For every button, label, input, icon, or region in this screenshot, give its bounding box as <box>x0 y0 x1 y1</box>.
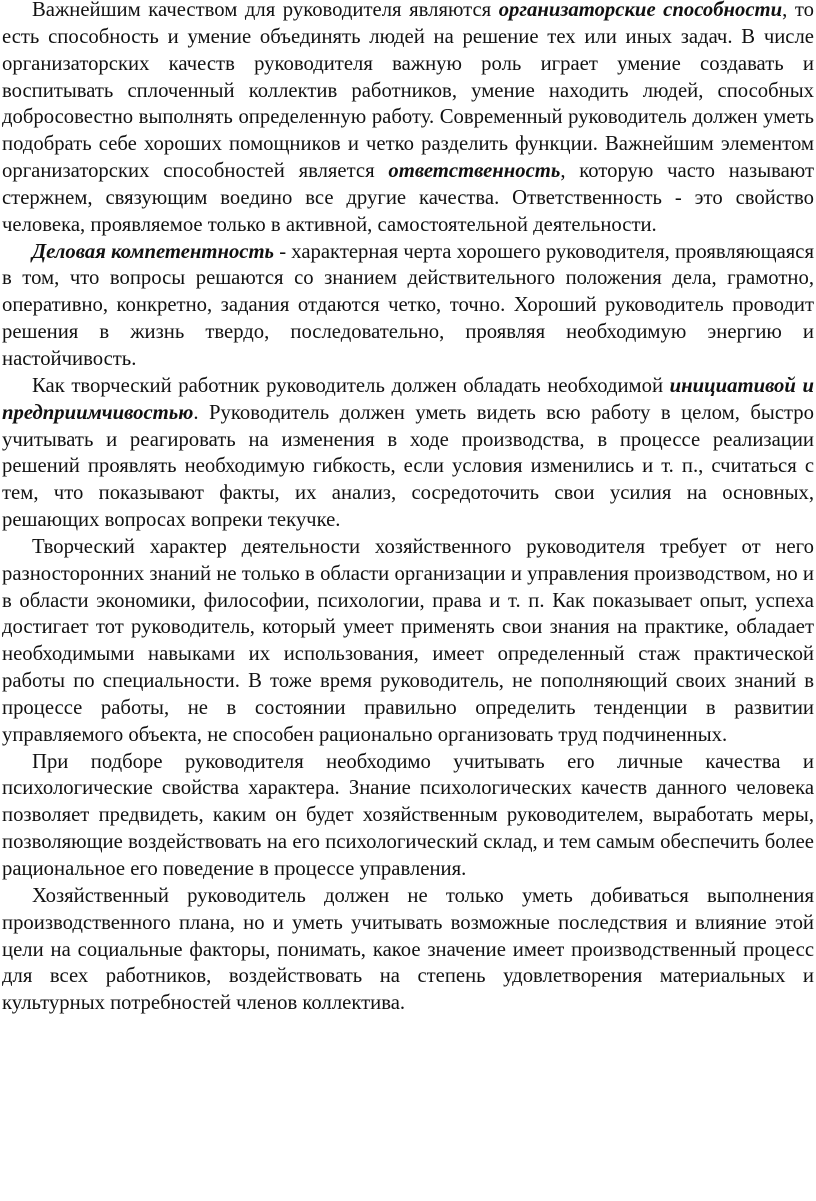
paragraph-creative-character <box>2 534 814 749</box>
text-run: Как творческий работник руководитель должен обладать необходимой <box>32 374 670 397</box>
text-run: При подборе руководителя необходимо учитывать его личные качества и психологические свойства характера. Знание психологических качеств данного человека позволяет предвидеть, каким он будет хозяйственным руководителем, выработать меры, позволяющие воздействовать на его психологический склад, и тем самым обеспечить более рациональное его поведение в процессе управления. <box>2 750 814 880</box>
paragraph-initiative <box>2 373 814 534</box>
text-run: , то есть способность и умение объединять людей на решение тех или иных задач. В числе организаторских качеств руководителя важную роль играет умение создавать и воспитывать сплоченный коллектив работников, умение находить людей, способных добросовестно выполнять определенную работу. Современный руководитель должен уметь подобрать себе хороших помощников и четко разделить функции. Важнейшим элементом организаторских способностей является <box>2 0 814 183</box>
emphasized-term: ответственность <box>388 160 561 183</box>
text-run: , которую часто называют стержнем, связующим воедино все другие качества. Ответственность - это свойство человека, проявляемое только в активной, самостоятельной деятельности. <box>2 160 815 236</box>
paragraph-organizational-abilities <box>2 0 814 239</box>
text-run: Важнейшим качеством для руководителя являются <box>32 0 499 21</box>
text-run: Творческий характер деятельности хозяйственного руководителя требует от него разносторонних знаний не только в области организации и управления производством, но и в области экономики, философии, психологии, права и т. п. Как показывает опыт, успеха достигает тот руководитель, который умеет применять свои знания на практике, обладает необходимыми навыками их использования, имеет определенный стаж практической работы по специальности. В тоже время руководитель, не пополняющий своих знаний в процессе работы, не в состоянии правильно определить тенденции в развитии управляемого объекта, не способен рационально организовать труд подчиненных. <box>2 535 814 746</box>
text-run: - характерная черта хорошего руководителя, проявляющаяся в том, что вопросы решаются со знанием действительного положения дела, грамотно, оперативно, конкретно, задания отдаются четко, точно. Хороший руководитель проводит решения в жизнь твердо, последовательно, проявляя необходимую энергию и настойчивость. <box>2 240 814 370</box>
text-run: . Руководитель должен уметь видеть всю работу в целом, быстро учитывать и реагировать на изменения в ходе производства, в процессе реализации решений проявлять необходимую гибкость, если условия изменились и т. п., считаться с тем, что показывают факты, их анализ, сосредоточить свои усилия на основных, решающих вопросах вопреки текучке. <box>2 401 814 532</box>
paragraph-selection-of-manager <box>2 749 814 883</box>
paragraph-business-competence <box>2 239 814 373</box>
emphasized-term: инициативой и предприимчивостью <box>2 374 814 424</box>
paragraph-economic-manager <box>2 883 814 1017</box>
emphasized-term: организаторские способности <box>498 0 783 21</box>
emphasized-term: Деловая компетентность <box>32 240 275 263</box>
text-run: Хозяйственный руководитель должен не только уметь добиваться выполнения производственного плана, но и уметь учитывать возможные последствия и влияние этой цели на социальные факторы, понимать, какое значение имеет производственный процесс для всех работников, воздействовать на степень удовлетворения материальных и культурных потребностей членов коллектива. <box>2 884 814 1015</box>
